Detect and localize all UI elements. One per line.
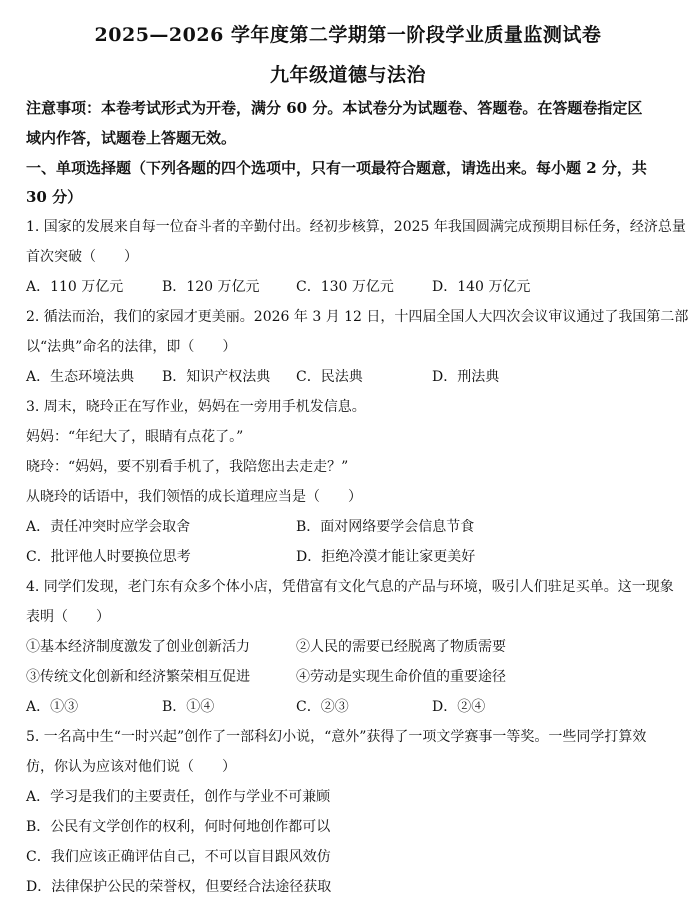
question-5-option-b: B．公民有文学创作的权利，何时何地创作都可以: [26, 819, 331, 835]
question-3-option-d: D．拒绝冷漠才能让家更美好: [296, 549, 476, 565]
section-header-line-1: 一、单项选择题（下列各题的四个选项中，只有一项最符合题意，请选出来。每小题 2 分，共: [26, 159, 647, 177]
question-4-option-d: D．②④: [432, 699, 486, 715]
question-4-statement-4: ④劳动是实现生命价值的重要途径: [296, 669, 506, 685]
question-4-statement-1: ①基本经济制度激发了创业创新活力: [26, 639, 250, 655]
question-1-option-c: C．130 万亿元: [296, 279, 394, 295]
question-5-stem-line-2: 仿，你认为应该对他们说（ ）: [26, 759, 236, 775]
question-3-stem-line-3: 晓玲：“妈妈，要不别看手机了，我陪您出去走走？”: [26, 459, 349, 475]
question-4-option-b: B．①④: [162, 699, 215, 715]
question-4-stem-line-2: 表明（ ）: [26, 609, 110, 625]
exam-subtitle: 九年级道德与法治: [269, 64, 426, 86]
question-1-option-d: D．140 万亿元: [432, 279, 531, 295]
question-4-option-c: C．②③: [296, 699, 349, 715]
question-1-stem-line-2: 首次突破（ ）: [26, 249, 138, 265]
question-3-stem-line-4: 从晓玲的话语中，我们领悟的成长道理应当是（ ）: [26, 489, 362, 505]
question-3-option-a: A．责任冲突时应学会取舍: [26, 519, 191, 535]
question-2-option-d: D．刑法典: [432, 369, 500, 385]
question-4-statement-2: ②人民的需要已经脱离了物质需要: [296, 639, 506, 655]
question-5-option-a: A．学习是我们的主要责任，创作与学业不可兼顾: [26, 789, 331, 805]
notice-line-2: 域内作答，试题卷上答题无效。: [26, 129, 237, 147]
question-4-stem-line-1: 4. 同学们发现，老门东有众多个体小店，凭借富有文化气息的产品与环境，吸引人们驻足买单。这一现象: [26, 579, 674, 595]
question-3-stem-line-1: 3. 周末，晓玲正在写作业，妈妈在一旁用手机发信息。: [26, 399, 366, 415]
question-3-stem-line-2: 妈妈：“年纪大了，眼睛有点花了。”: [26, 429, 244, 445]
question-4-option-a: A．①③: [26, 699, 79, 715]
question-1-option-a: A．110 万亿元: [26, 279, 124, 295]
question-2-option-a: A．生态环境法典: [26, 369, 135, 385]
question-3-option-c: C．批评他人时要换位思考: [26, 549, 191, 565]
exam-title: 2025—2026 学年度第二学期第一阶段学业质量监测试卷: [94, 24, 602, 46]
section-header-line-2: 30 分）: [26, 188, 83, 206]
question-2-option-b: B．知识产权法典: [162, 369, 271, 385]
question-2-option-c: C．民法典: [296, 369, 363, 385]
question-4-statement-3: ③传统文化创新和经济繁荣相互促进: [26, 669, 250, 685]
question-3-option-b: B．面对网络要学会信息节食: [296, 519, 475, 535]
question-1-option-b: B．120 万亿元: [162, 279, 260, 295]
question-1-stem-line-1: 1. 国家的发展来自每一位奋斗者的辛勤付出。经初步核算，2025 年我国圆满完成预期目标任务，经济总量: [26, 219, 686, 235]
question-2-stem-line-1: 2. 循法而治，我们的家园才更美丽。2026 年 3 月 12 日，十四届全国人大四次会议审议通过了我国第二部: [26, 309, 689, 325]
question-5-option-d: D．法律保护公民的荣誉权，但要经合法途径获取: [26, 879, 332, 895]
question-2-stem-line-2: 以“法典”命名的法律，即（ ）: [26, 339, 237, 355]
question-5-option-c: C．我们应该正确评估自己，不可以盲目跟风效仿: [26, 849, 331, 865]
question-5-stem-line-1: 5. 一名高中生“一时兴起”创作了一部科幻小说，“意外”获得了一项文学赛事一等奖。一些同学打算效: [26, 729, 647, 745]
notice-line-1: 注意事项：本卷考试形式为开卷，满分 60 分。本试卷分为试题卷、答题卷。在答题卷指定区: [26, 99, 643, 117]
